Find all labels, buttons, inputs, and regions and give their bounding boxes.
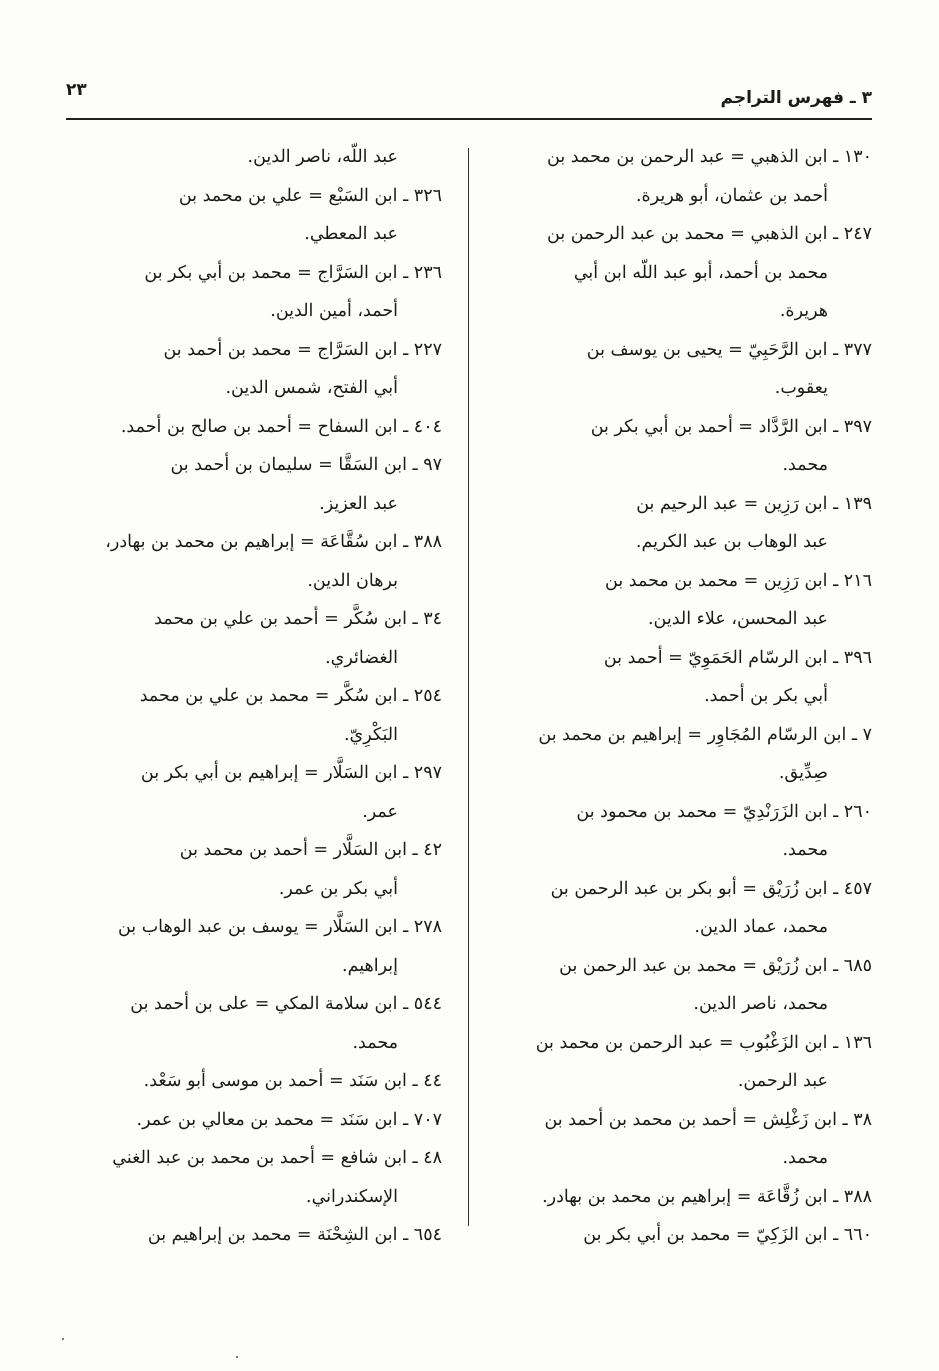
index-entry (66, 831, 442, 908)
index-entry (66, 446, 442, 523)
entry-heading-line: ١٣٦ ـ ابن الزَغْبُوب = عبد الرحمن بن محمد بن (535, 1032, 872, 1053)
index-entry (66, 1101, 442, 1140)
index-entry (66, 408, 442, 447)
index-entry (496, 1101, 872, 1178)
entry-heading-line: ٣٩٧ ـ ابن الرَّدَّاد = أحمد بن أبي بكر بن (590, 416, 872, 437)
entry-continuation-line: إبراهيم. (342, 955, 398, 976)
entry-heading-line: ٤٥٧ ـ ابن زُرَيْق = أبو بكر بن عبد الرحمن بن (550, 878, 872, 899)
entry-heading-line: ١٣٠ ـ ابن الذهبي = عبد الرحمن بن محمد بن (547, 147, 872, 167)
entry-heading-line: ١٣٩ ـ ابن رَزِين = عبد الرحيم بن (636, 493, 872, 514)
index-entry (496, 408, 872, 485)
index-entry (66, 600, 442, 677)
index-entry (66, 1216, 442, 1255)
entry-heading-line: ٧٠٧ ـ ابن سَنَد = محمد بن معالي بن عمر. (136, 1109, 442, 1130)
index-entry (66, 908, 442, 985)
index-entry (496, 639, 872, 716)
entry-heading-line: ٥٤٤ ـ ابن سلامة المكي = على بن أحمد بن (130, 994, 442, 1014)
entry-continuation-line: عبد اللّه، ناصر الدين. (247, 147, 398, 167)
entry-heading-line: ٣٢٦ ـ ابن السَبْع = علي بن محمد بن (178, 185, 442, 206)
page-number: ٢٣ (66, 80, 87, 100)
entry-continuation-line: عبد الوهاب بن عبد الكريم. (635, 532, 828, 552)
entry-heading-line: ٦٦٠ ـ ابن الزَكِيّ = محمد بن أبي بكر بن (583, 1225, 872, 1245)
entry-heading-line: ٣٨٨ ـ ابن سُقَّاعَة = إبراهيم بن محمد بن بهادر، (105, 532, 442, 552)
index-entry (66, 1139, 442, 1216)
entry-heading-line: ٢٥٤ ـ ابن سُكَّر = محمد بن علي بن محمد (139, 686, 442, 706)
entry-heading-line: ٢٣٦ ـ ابن السَرَّاج = محمد بن أبي بكر بن (144, 262, 442, 283)
scan-speck (236, 1356, 238, 1358)
entry-heading-line: ٦٨٥ ـ ابن زُرَيْق = محمد بن عبد الرحمن بن (559, 955, 872, 976)
index-entry (66, 1062, 442, 1101)
index-column-left (66, 138, 442, 1255)
entry-continuation-line: عبد المعطي. (304, 224, 398, 244)
entry-continuation-line: عبد المحسن، علاء الدين. (647, 609, 828, 629)
index-entry (496, 947, 872, 1024)
entry-continuation-line: أبي بكر بن عمر. (278, 878, 398, 899)
scan-speck (62, 1338, 64, 1340)
entry-continuation-line: محمد، عماد الدين. (694, 917, 828, 937)
index-entry (496, 1024, 872, 1101)
entry-continuation-line: صِدِّيق. (778, 763, 828, 783)
entry-continuation-line: عبد العزيز. (319, 493, 398, 514)
entry-continuation-line: عمر. (362, 801, 398, 822)
entry-heading-line: ٢٤٧ ـ ابن الذهبي = محمد بن عبد الرحمن بن (547, 224, 872, 244)
index-entry (496, 562, 872, 639)
index-entry (496, 793, 872, 870)
entry-heading-line: ٢٢٧ ـ ابن السَرَّاج = محمد بن أحمد بن (163, 339, 442, 360)
index-entry (496, 870, 872, 947)
entry-continuation-line: عبد الرحمن. (737, 1071, 828, 1091)
entry-heading-line: ٣٩٦ ـ ابن الرسّام الحَمَوِيّ = أحمد بن (603, 647, 872, 668)
index-entry (496, 1216, 872, 1255)
entry-heading-line: ٢١٦ ـ ابن رَزِين = محمد بن محمد بن (605, 570, 872, 591)
entry-heading-line: ٤٤ ـ ابن سَنَد = أحمد بن موسى أبو سَعْد. (143, 1071, 442, 1091)
entry-heading-line: ٤٢ ـ ابن السَلَّار = أحمد بن محمد بن (179, 840, 442, 860)
entry-heading-line: ٦٥٤ ـ ابن الشِحْنَة = محمد بن إبراهيم بن (147, 1225, 442, 1245)
entry-continuation-line: محمد. (352, 1032, 398, 1053)
entry-continuation-line: يعقوب. (774, 378, 828, 398)
entry-heading-line: ٣٧٧ ـ ابن الرَّحَبِيّ = يحيى بن يوسف بن (586, 339, 872, 360)
entry-continuation-line: أبي الفتح، شمس الدين. (225, 378, 398, 398)
entry-continuation-line: أبي بكر بن أحمد. (704, 686, 828, 706)
page-header (66, 78, 872, 120)
entry-heading-line: ٣٨٨ ـ ابن زُقَّاعَة = إبراهيم بن محمد بن بهادر. (542, 1186, 872, 1207)
entry-continuation-line: محمد. (782, 1148, 828, 1168)
entry-continuation-line: هريرة. (779, 301, 828, 321)
entry-continuation-line: الإسكندراني. (306, 1186, 398, 1207)
entry-heading-line: ٤٠٤ ـ ابن السفاح = أحمد بن صالح بن أحمد. (120, 416, 442, 437)
entry-heading-line: ٣٤ ـ ابن سُكَّر = أحمد بن علي بن محمد (154, 609, 442, 629)
entry-continuation-line: محمد، ناصر الدين. (693, 994, 828, 1014)
entry-heading-line: ٩٧ ـ ابن السَقَّا = سليمان بن أحمد بن (170, 455, 442, 475)
index-entry (66, 677, 442, 754)
index-entry (66, 254, 442, 331)
index-entry (66, 177, 442, 254)
index-entry (66, 523, 442, 600)
entry-continuation-line: أحمد بن عثمان، أبو هريرة. (635, 185, 828, 206)
entry-heading-line: ٣٨ ـ ابن زَغْلِش = أحمد بن محمد بن أحمد بن (544, 1109, 872, 1130)
column-divider (468, 148, 469, 1226)
index-entry (496, 331, 872, 408)
entry-heading-line: ٢٩٧ ـ ابن السَلَّار = إبراهيم بن أبي بكر بن (140, 763, 442, 783)
section-title: ٣ ـ فهرس التراجم (720, 88, 872, 108)
index-entry (66, 138, 442, 177)
entry-continuation-line: الغضائري. (325, 647, 398, 668)
index-entry (496, 215, 872, 331)
index-entry (66, 754, 442, 831)
entry-heading-line: ٧ ـ ابن الرسّام المُجَاوِر = إبراهيم بن محمد بن (538, 724, 872, 745)
entry-heading-line: ٢٧٨ ـ ابن السَلَّار = يوسف بن عبد الوهاب بن (117, 917, 442, 937)
index-entry (496, 485, 872, 562)
entry-continuation-line: برهان الدين. (307, 570, 398, 591)
index-entry (496, 1178, 872, 1217)
entry-continuation-line: محمد. (782, 840, 828, 860)
entry-continuation-line: البَكْرِيّ. (343, 724, 398, 745)
entry-heading-line: ٢٦٠ ـ ابن الزَرَنْدِيّ = محمد بن محمود بن (576, 801, 872, 822)
index-entry (66, 985, 442, 1062)
index-entry (66, 331, 442, 408)
index-entry (496, 138, 872, 215)
entry-heading-line: ٤٨ ـ ابن شافع = أحمد بن محمد بن عبد الغني (112, 1148, 442, 1168)
entry-continuation-line: محمد. (782, 455, 828, 475)
entry-continuation-line: أحمد، أمين الدين. (270, 301, 398, 321)
index-column-right (496, 138, 872, 1255)
entry-continuation-line: محمد بن أحمد، أبو عبد اللّه ابن أبي (573, 262, 828, 283)
index-entry (496, 716, 872, 793)
